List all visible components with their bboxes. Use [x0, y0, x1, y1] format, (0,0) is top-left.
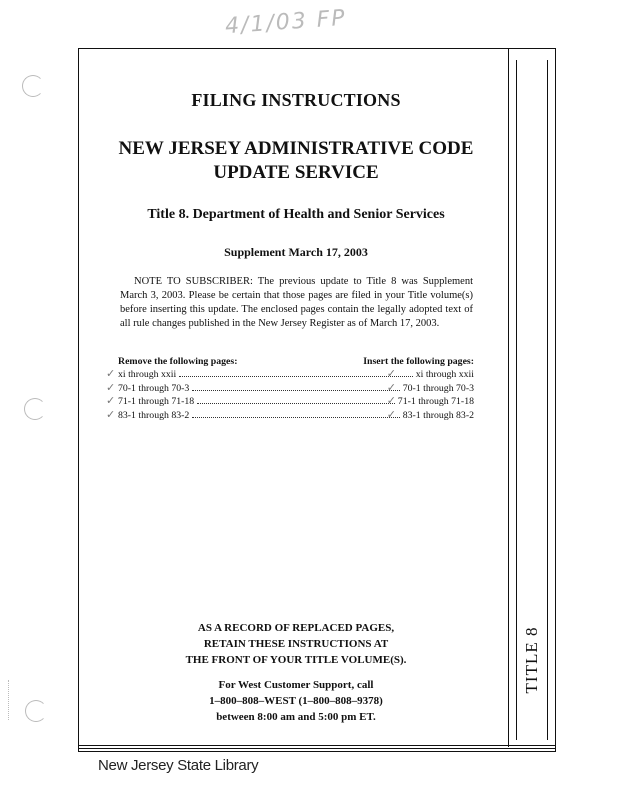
page-row: [106, 395, 474, 409]
library-stamp: New Jersey State Library: [98, 757, 259, 774]
page-row: [106, 381, 474, 396]
check-mark-icon: ✓: [106, 408, 116, 421]
frame-bottom-rule: [78, 745, 556, 749]
remove-header: Remove the following pages:: [118, 356, 238, 367]
record-line-3: THE FRONT OF YOUR TITLE VOLUME(S).: [185, 654, 407, 666]
title-department: Title 8. Department of Health and Senior Services: [147, 207, 445, 222]
check-mark-icon: ✓: [106, 381, 116, 394]
check-mark-icon: ✓: [386, 395, 396, 407]
check-mark-icon: ✓: [386, 381, 396, 394]
record-instructions: [118, 620, 474, 668]
page-replacement-list: [106, 356, 474, 422]
remove-pages: 70-1 through 70-3: [118, 382, 190, 394]
page-title: FILING INSTRUCTIONS: [191, 90, 401, 110]
support-phone: 1–800–808–WEST (1–800–808–9378): [209, 695, 383, 707]
dot-leader: [192, 382, 399, 391]
binder-hole-bottom: [25, 700, 47, 722]
check-mark-icon: ✓: [106, 395, 116, 407]
page-list-header: [118, 356, 474, 367]
subscriber-note: NOTE TO SUBSCRIBER: The previous update to Title 8 was Supplement March 3, 2003. Please be certain that those pages are filed in your Title volume(s) before inserting this update. The enclosed pages contain the legally adopted text of all rule changes published in the New Jersey Register as of March 17, 2003.: [120, 276, 473, 329]
remove-pages: 83-1 through 83-2: [118, 409, 190, 421]
record-line-1: AS A RECORD OF REPLACED PAGES,: [197, 622, 395, 634]
handwritten-date-note: 4/1/03 FP: [224, 5, 348, 40]
insert-pages: 83-1 through 83-2: [402, 409, 474, 421]
binder-hole-top: [22, 75, 44, 97]
code-heading: [118, 137, 474, 185]
insert-pages: 70-1 through 70-3: [402, 382, 474, 394]
code-heading-line-2: UPDATE SERVICE: [213, 162, 379, 183]
check-mark-icon: ✓: [386, 408, 396, 421]
page-row: [106, 408, 474, 423]
supplement-date: Supplement March 17, 2003: [224, 245, 368, 259]
remove-pages: 71-1 through 71-18: [118, 396, 195, 407]
customer-support-block: [118, 677, 474, 725]
margin-mark: [8, 680, 9, 720]
dot-leader: [197, 395, 395, 404]
support-line-1: For West Customer Support, call: [218, 679, 374, 691]
page-row: [106, 368, 474, 382]
dot-leader: [192, 409, 399, 418]
code-heading-line-1: NEW JERSEY ADMINISTRATIVE CODE: [118, 138, 474, 159]
check-mark-icon: ✓: [386, 368, 396, 380]
dot-leader: [179, 368, 413, 377]
check-mark-icon: ✓: [106, 368, 116, 380]
insert-pages: 71-1 through 71-18: [397, 396, 474, 407]
support-hours: between 8:00 am and 5:00 pm ET.: [216, 711, 376, 723]
record-line-2: RETAIN THESE INSTRUCTIONS AT: [203, 638, 389, 650]
title-tab-label: TITLE 8: [522, 626, 541, 694]
binder-hole-middle: [24, 398, 46, 420]
remove-pages: xi through xxii: [118, 369, 177, 380]
insert-pages: xi through xxii: [415, 369, 474, 380]
insert-header: Insert the following pages:: [363, 356, 474, 367]
header-block: [118, 90, 474, 260]
